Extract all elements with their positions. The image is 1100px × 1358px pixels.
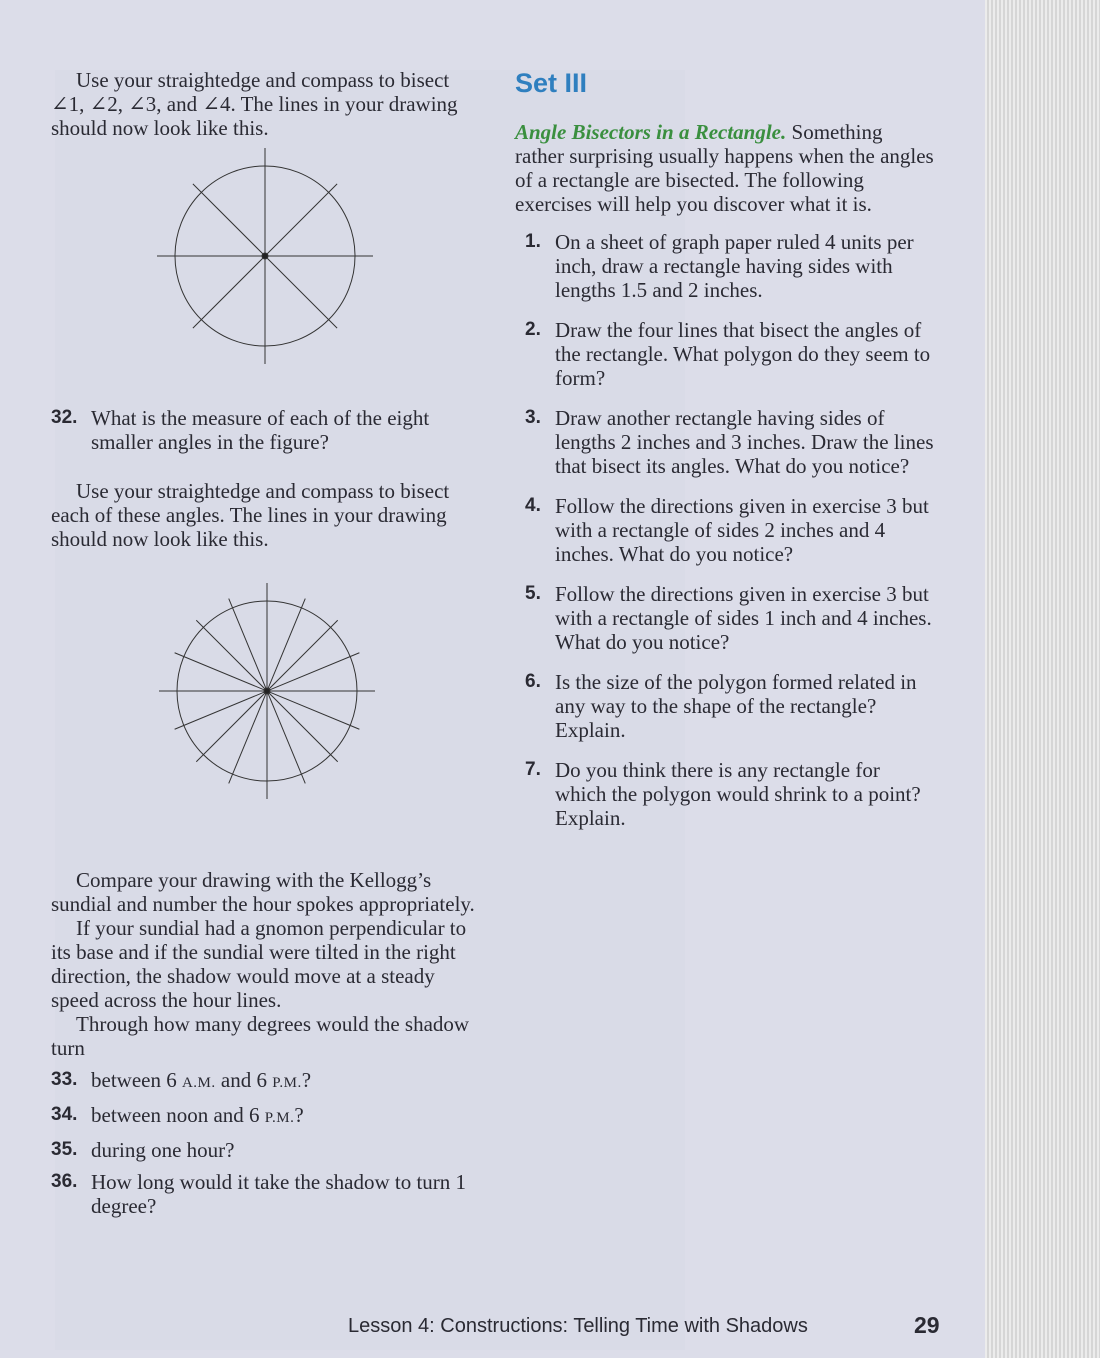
exercise-item [525, 758, 935, 830]
question-34-number: 34. [51, 1104, 78, 1125]
exercise-number: 3. [525, 407, 541, 428]
exercise-number: 2. [525, 319, 541, 340]
question-33 [51, 1068, 481, 1095]
exercise-text: Is the size of the polygon formed related in any way to the shape of the rectangle? Explain. [555, 670, 917, 742]
question-34 [51, 1103, 481, 1130]
circle-figure-8-lines [51, 140, 481, 372]
figure-center-dot [264, 688, 270, 694]
exercise-number: 1. [525, 231, 541, 252]
page-edge-strip [985, 0, 1100, 1358]
question-36-number: 36. [51, 1171, 78, 1192]
exercise-number: 7. [525, 759, 541, 780]
set-intro-text: Something rather surprising usually happens when the angles of a rectangle are bisected. The following exercises will help you discover what it is. [515, 120, 934, 216]
exercise-number: 4. [525, 495, 541, 516]
question-36-text: How long would it take the shadow to turn 1 degree? [91, 1170, 467, 1218]
figure-center-dot [262, 253, 268, 259]
footer-lesson-title: Lesson 4: Constructions: Telling Time with Shadows [348, 1315, 808, 1337]
section-title: Angle Bisectors in a Rectangle. [515, 120, 787, 144]
question-36 [51, 1170, 481, 1218]
exercise-list [515, 230, 935, 830]
question-32-text: What is the measure of each of the eight smaller angles in the figure? [91, 406, 430, 454]
degrees-paragraph: Through how many degrees would the shadow turn [51, 1012, 470, 1060]
sundial-paragraph: Compare your drawing with the Kellogg’s sundial and number the hour spokes appropriately. [51, 868, 475, 916]
right-column [515, 68, 935, 830]
question-35-text: during one hour? [91, 1138, 235, 1162]
exercise-item [525, 406, 935, 478]
exercise-item [525, 230, 935, 302]
question-33-number: 33. [51, 1069, 78, 1090]
question-35-number: 35. [51, 1139, 78, 1160]
exercise-item [525, 494, 935, 566]
exercise-text: Follow the directions given in exercise 3 but with a rectangle of sides 2 inches and 4 inches. What do you notice? [555, 494, 929, 566]
set-intro [515, 120, 935, 216]
question-32-number: 32. [51, 407, 78, 428]
exercise-number: 6. [525, 671, 541, 692]
exercise-text: Follow the directions given in exercise 3 but with a rectangle of sides 1 inch and 4 inches. What do you notice? [555, 582, 932, 654]
question-35 [51, 1138, 481, 1162]
question-33-text: between 6 A.M. and 6 P.M.? [91, 1068, 312, 1092]
question-34-text: between noon and 6 P.M.? [91, 1103, 304, 1127]
exercise-text: Do you think there is any rectangle for which the polygon would shrink to a point? Explain. [555, 758, 921, 830]
exercise-text: Draw the four lines that bisect the angles of the rectangle. What polygon do they seem to form? [555, 318, 931, 390]
exercise-item [525, 318, 935, 390]
gnomon-paragraph: If your sundial had a gnomon perpendicular to its base and if the sundial were tilted in the right direction, the shadow would move at a steady speed across the hour lines. [51, 916, 467, 1012]
exercise-text: Draw another rectangle having sides of lengths 2 inches and 3 inches. Draw the lines that bisect its angles. What do you notice? [555, 406, 934, 478]
intro-paragraph-2: Use your straightedge and compass to bisect each of these angles. The lines in your drawing should now look like this. [51, 479, 450, 551]
page-number: 29 [914, 1312, 940, 1338]
circle-figure-16-lines [51, 551, 481, 831]
intro-paragraph-1: Use your straightedge and compass to bisect ∠1, ∠2, ∠3, and ∠4. The lines in your drawing should now look like this. [51, 68, 458, 140]
left-column [51, 68, 481, 1218]
question-32 [51, 406, 481, 454]
exercise-item [525, 670, 935, 742]
set-heading: Set III [515, 68, 588, 98]
exercise-number: 5. [525, 583, 541, 604]
exercise-text: On a sheet of graph paper ruled 4 units per inch, draw a rectangle having sides with lengths 1.5 and 2 inches. [555, 230, 914, 302]
exercise-item [525, 582, 935, 654]
